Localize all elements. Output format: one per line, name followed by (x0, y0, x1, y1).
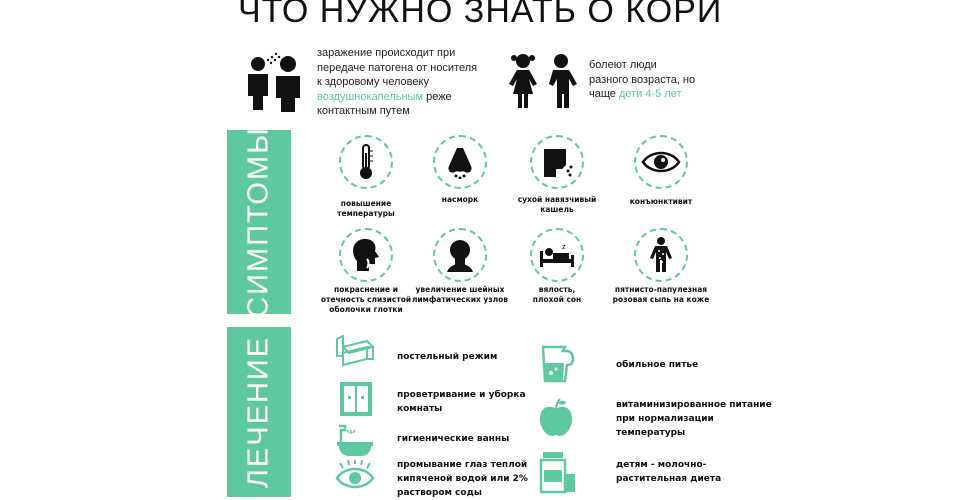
nose-icon (433, 135, 487, 189)
symptom-label-rash: пятнисто-папулезная розовая сыпь на коже (612, 285, 710, 304)
milk-jar-icon (537, 450, 577, 490)
symptom-label-lethargy: вялость, плохой сон (532, 285, 582, 304)
thermometer-icon (339, 135, 393, 189)
symptom-label-conjunctivitis: конъюнктивит (629, 197, 693, 206)
treatment-label-ventilation: проветривание и уборка комнаты (397, 390, 526, 414)
treatment-band (227, 327, 291, 497)
age-highlight: дети 4-5 лет (618, 88, 682, 100)
treatment-label-bed-rest: постельный режим (397, 352, 498, 362)
symptom-label-fever: повышение температуры (337, 199, 395, 218)
eye-icon (634, 135, 688, 189)
throat-icon (339, 228, 393, 282)
window-icon (338, 380, 378, 420)
age-text: болеют люди разного возраста, но чаще дети 4-5 лет (589, 59, 696, 100)
bath-icon (335, 424, 375, 464)
children-icon (505, 52, 581, 108)
symptom-label-cough: сухой навязчивый кашель (517, 195, 597, 214)
symptom-label-lymph-nodes: увеличение шейных лимфатических узлов (411, 285, 509, 304)
jug-icon (537, 343, 577, 383)
symptoms-heading: СИМПТОМЫ (242, 126, 275, 318)
apple-icon (537, 397, 577, 437)
sleeping-person-icon (530, 228, 584, 282)
bed-icon (335, 335, 375, 375)
transmission-icon (244, 50, 308, 112)
treatment-label-vitamins: витаминизированное питание при нормализации температуры (616, 400, 772, 438)
symptoms-band (227, 126, 291, 318)
symptom-label-throat: покраснение и отечность слизистой оболочки глотки (320, 285, 412, 314)
rash-body-icon (634, 228, 688, 282)
cough-icon (530, 135, 584, 189)
page-title: ЧТО НУЖНО ЗНАТЬ О КОРИ (238, 0, 723, 30)
neck-icon (433, 228, 487, 282)
eye-wash-icon (335, 460, 375, 500)
treatment-heading: ЛЕЧЕНИЕ (242, 335, 275, 489)
transmission-text: заражение происходит при передаче патогена от носителя к здоровому человеку воздушнокапельным реже контактным путем (317, 47, 478, 117)
transmission-highlight: воздушнокапельным (317, 90, 424, 103)
svg-text:z: z (562, 243, 566, 251)
treatment-label-hygiene-baths: гигиенические ванны (397, 434, 510, 444)
treatment-label-eye-wash: промывание глаз теплой кипяченой водой или 2% раствором соды (397, 460, 528, 498)
treatment-label-diet: детям - молочно- растительная диета (616, 460, 722, 484)
treatment-label-drinking: обильное питье (616, 360, 699, 370)
symptom-label-runny-nose: насморк (441, 195, 479, 204)
